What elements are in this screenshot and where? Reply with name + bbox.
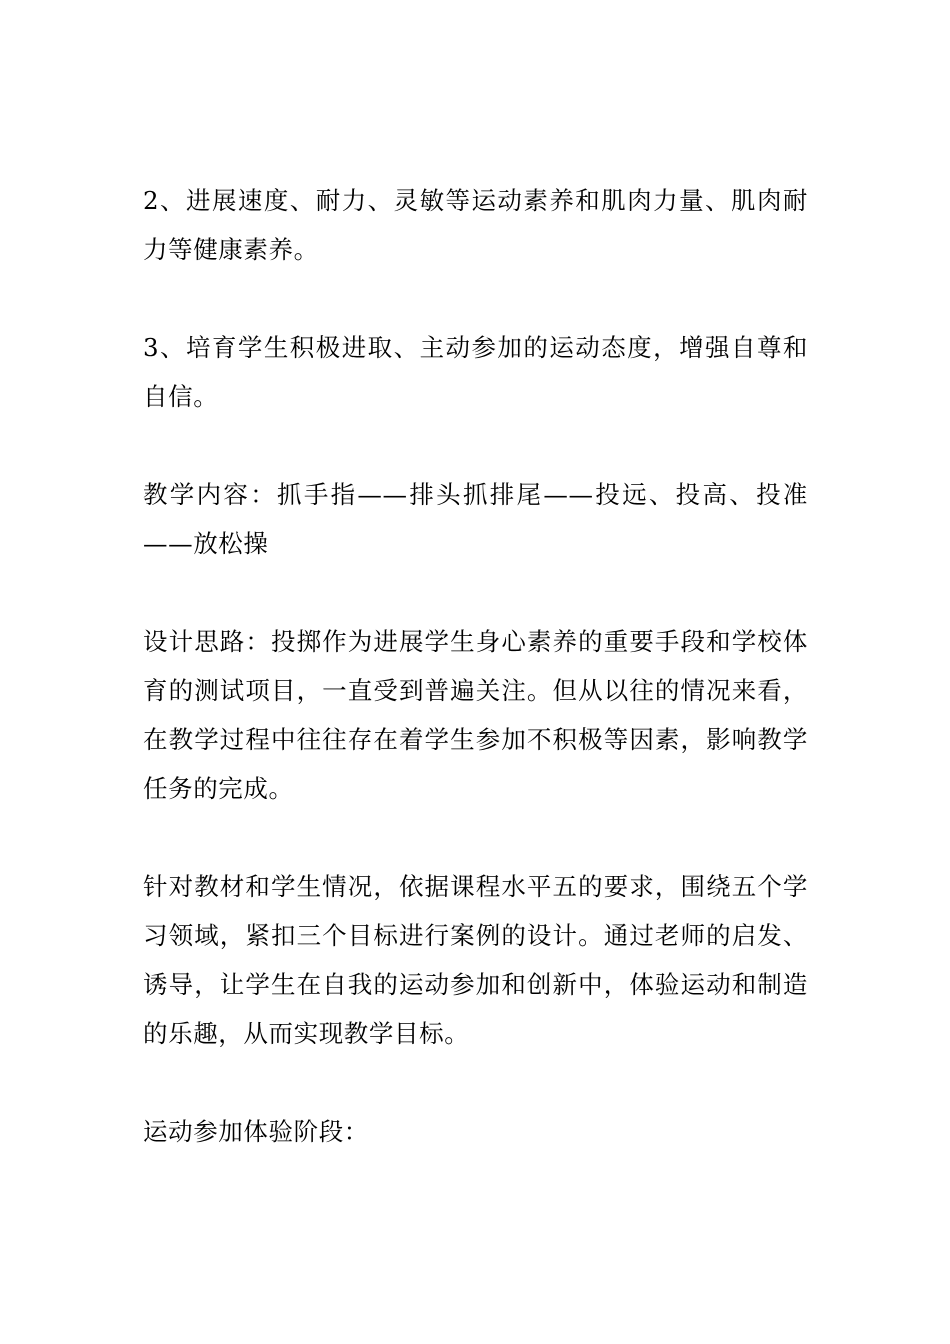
paragraph-objective-2: 2、进展速度、耐力、灵敏等运动素养和肌肉力量、肌肉耐力等健康素养。 <box>143 186 808 264</box>
paragraph-teaching-content: 教学内容：抓手指——排头抓排尾——投远、投高、投准——放松操 <box>143 480 808 558</box>
paragraph-objective-3: 3、培育学生积极进取、主动参加的运动态度，增强自尊和自信。 <box>143 333 808 411</box>
paragraph-design-idea: 设计思路：投掷作为进展学生身心素养的重要手段和学校体育的测试项目，一直受到普遍关注。但从以往的情况来看，在教学过程中往往存在着学生参加不积极等因素，影响教学任务的完成。 <box>143 627 808 803</box>
paragraph-design-approach: 针对教材和学生情况，依据课程水平五的要求，围绕五个学习领域，紧扣三个目标进行案例的设计。通过老师的启发、诱导，让学生在自我的运动参加和创新中，体验运动和制造的乐趣，从而实现教学目标。 <box>143 872 808 1048</box>
paragraph-stage-heading: 运动参加体验阶段： <box>143 1117 369 1146</box>
document-body <box>143 176 808 1156</box>
